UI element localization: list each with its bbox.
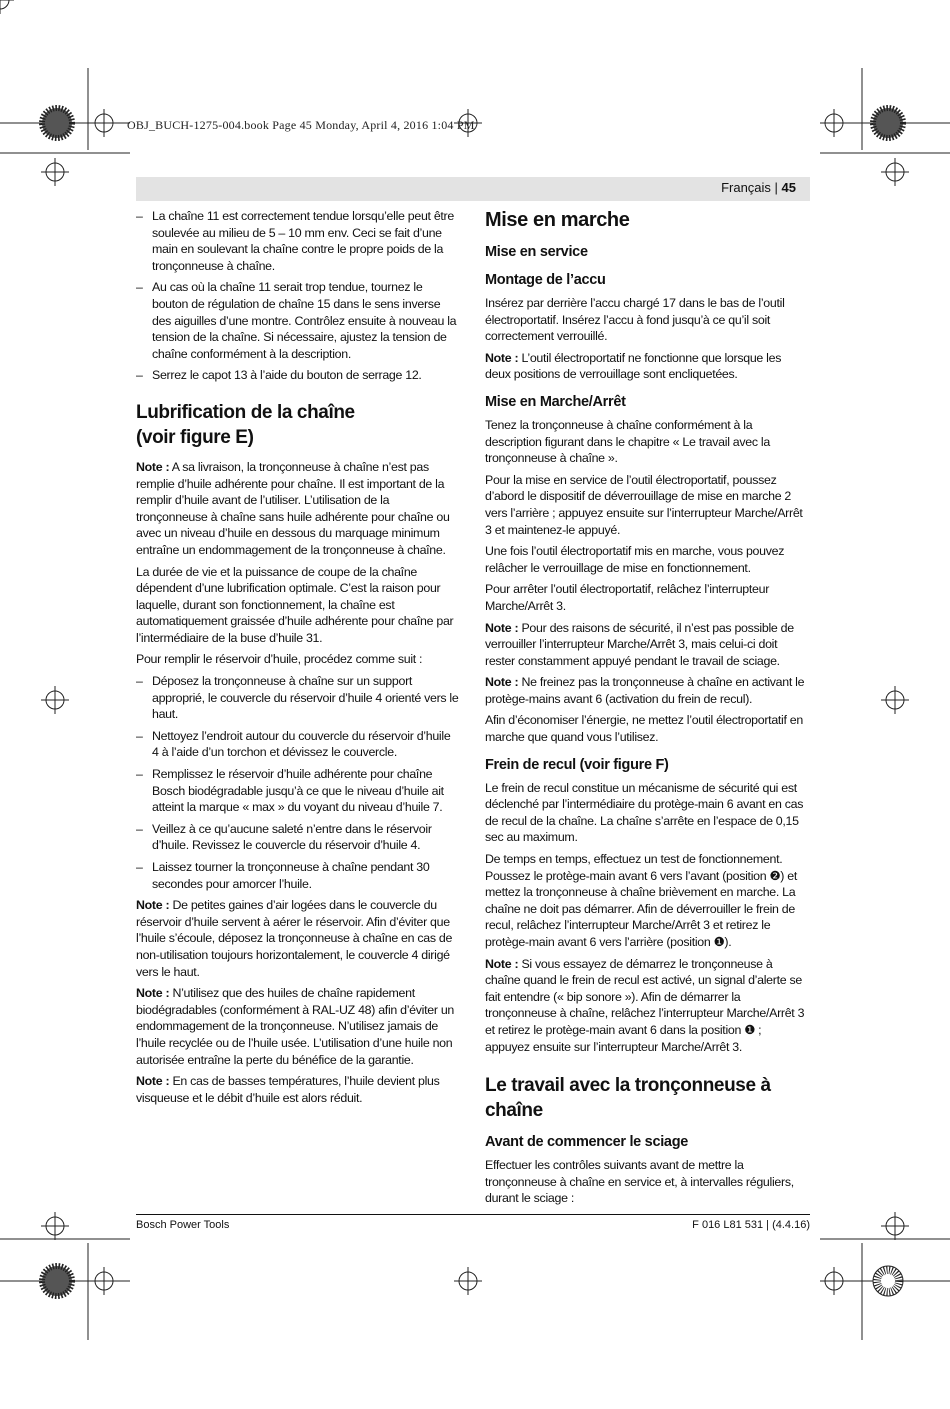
paragraph: Insérez par derrière l’accu chargé 17 dans le bas de l’outil électroportatif. Insérez l’accu à fond jusqu’à ce qu’il soit correctement verrouillé. [485, 296, 785, 344]
note-paragraph [485, 350, 808, 383]
note-lead: Note : [485, 675, 519, 690]
left-column [136, 208, 459, 1111]
paragraph: Une fois l’outil électroportatif mis en marche, vous pouvez relâcher le verrouillage de mise en fonctionnement. [485, 544, 785, 575]
paragraph: Tenez la tronçonneuse à chaîne conformément à la description figurant dans le chapitre « Le travail avec la tronçonneuse à chaîne ». [485, 417, 770, 466]
note-lead: Note : [485, 620, 519, 635]
footer-brand: Bosch Power Tools [136, 1219, 230, 1231]
note-lead: Note : [485, 956, 519, 971]
footer-doc-id: F 016 L81 531 | (4.4.16) [692, 1219, 810, 1231]
subsection-heading: Mise en Marche/Arrêt [485, 393, 626, 410]
note-paragraph [136, 1073, 459, 1106]
print-header: OBJ_BUCH-1275-004.book Page 45 Monday, April 4, 2016 1:04 PM [127, 118, 475, 132]
header-language: Français [721, 180, 771, 195]
footer-rule [136, 1214, 810, 1215]
paragraph: Pour remplir le réservoir d’huile, procédez comme suit : [136, 652, 423, 667]
note-paragraph [136, 897, 459, 980]
note-paragraph [136, 985, 459, 1068]
paragraph: Pour la mise en service de l’outil électroportatif, poussez d’abord le dispositif de déverrouillage de mise en marche 2 vers l’arrière ; appuyez ensuite sur l’interrupteur Marche/Arrêt 3 et maintenez-le appuyé. [485, 472, 803, 537]
section-heading [136, 400, 459, 450]
paragraph: Le frein de recul constitue un mécanisme de sécurité qui est déclenché par l’intermédiaire du protège-main 6 avant en cas de recul de la chaîne. La chaîne s’arrête en l’espace de 0,15 sec au maximum. [485, 780, 804, 845]
paragraph: Effectuer les contrôles suivants avant de mettre la tronçonneuse à chaîne en service et, à intervalles réguliers, durant le sciage : [485, 1158, 794, 1206]
list-item: – Serrez le capot 13 à l’aide du bouton de serrage 12. [136, 367, 459, 384]
note-paragraph [485, 674, 808, 707]
subsection-heading: Mise en service [485, 244, 588, 260]
list-item: – Laissez tourner la tronçonneuse à chaîne pendant 30 secondes pour amorcer l’huile. [136, 859, 459, 892]
subsection-heading: Avant de commencer le sciage [485, 1134, 689, 1151]
right-column [485, 208, 808, 1212]
list-item: – La chaîne 11 est correctement tendue lorsqu’elle peut être soulevée au milieu de 5 – 10 mm env. Ceci se fait d’une main en soulevant la chaîne contre le propre poids de la tronçonneuse à chaîne. [136, 208, 459, 274]
list-item: – Veillez à ce qu’aucune saleté n’entre dans le réservoir d’huile. Revissez le couvercle du réservoir d’huile 4. [136, 821, 459, 854]
list-item: – Nettoyez l’endroit autour du couvercle du réservoir d’huile 4 à l’aide d’un torchon et dévissez le couvercle. [136, 728, 459, 761]
section-heading: Le travail avec la tronçonneuse à chaîne [485, 1075, 771, 1122]
paragraph: Pour arrêter l’outil électroportatif, relâchez l’interrupteur Marche/Arrêt 3. [485, 582, 770, 613]
note-text: En cas de basses températures, l’huile devient plus visqueuse et le débit d’huile est alors réduit. [136, 1074, 440, 1105]
page-header-label [721, 180, 796, 195]
note-paragraph [485, 956, 808, 1056]
header-page-number: 45 [781, 180, 796, 195]
list-item: – Au cas où la chaîne 11 serait trop tendue, tournez le bouton de régulation de chaîne 15 dans le sens inverse des aiguilles d’une montre. Contrôlez ensuite à nouveau la tension de la chaîne. Si nécessaire, ajustez la tension de chaîne conformément à la description. [136, 279, 459, 362]
subsection-heading: Frein de recul (voir figure F) [485, 756, 669, 773]
list-item: – Déposez la tronçonneuse à chaîne sur un support approprié, le couvercle du réservoir d’huile 4 orienté vers le haut. [136, 673, 459, 723]
page-header-band [136, 177, 810, 201]
header-separator: | [770, 180, 782, 195]
note-lead: Note : [136, 459, 170, 474]
paragraph: Afin d’économiser l’énergie, ne mettez l’outil électroportatif en marche que quand vous l’utilisez. [485, 713, 803, 745]
note-text: Ne freinez pas la tronçonneuse à chaîne en activant le protège-mains avant 6 (activation du frein de recul). [485, 675, 805, 706]
heading-line: Lubrification de la chaîne [136, 401, 355, 423]
paragraph: La durée de vie et la puissance de coupe de la chaîne dépendent d’une lubrification optimale. C’est la raison pour laquelle, durant son fonctionnement, la chaîne est automatiquement graissée d’huile adhérente pour chaîne par l’intermédiaire de la buse d’huile 31. [136, 564, 454, 645]
heading-line: (voir figure E) [136, 426, 254, 448]
note-paragraph [485, 620, 808, 670]
note-lead: Note : [136, 898, 170, 913]
paragraph: De temps en temps, effectuez un test de fonctionnement. Poussez le protège-main avant 6 vers l’avant (position ❷) et mettez la tronçonneuse à chaîne brièvement en marche. La chaîne ne doit pas démarrer. Afin de déverrouiller le frein de recul, relâchez l’interrupteur Marche/Arrêt 3 et retirez le protège-main avant 6 vers l’arrière (position ❶). [485, 852, 797, 949]
note-text: L’outil électroportatif ne fonctionne que lorsque les deux positions de verrouillage sont encliquetées. [485, 350, 782, 382]
note-lead: Note : [136, 986, 170, 1001]
note-text: N’utilisez que des huiles de chaîne rapidement biodégradables (conformément à RAL-UZ 48) afin d’éviter un endommagement de la tronçonneuse. N’utilisez jamais de l’huile recyclée ou de l’huile usée. L’utilisation d’une huile non autorisée entraîne la perte du bénéfice de la garantie. [136, 986, 455, 1067]
note-lead: Note : [485, 350, 519, 365]
note-text: A sa livraison, la tronçonneuse à chaîne n’est pas remplie d’huile adhérente pour chaîne. Il est important de la remplir d’huile avant de l’utiliser. L’utilisation de la tronçonneuse à chaîne sans huile adhérente pour chaîne ou avec un niveau d’huile en dessous du marquage minimum entraîne un endommagement de la tronçonneuse à chaîne. [136, 459, 450, 557]
list-item: – Remplissez le réservoir d’huile adhérente pour chaîne Bosch biodégradable jusqu’à ce que le niveau d’huile ait atteint la marque « max » du voyant du niveau d’huile 7. [136, 766, 459, 816]
note-text: Pour des raisons de sécurité, il n’est pas possible de verrouiller l’interrupteur Marche/Arrêt 3, mais celui-ci doit rester constamment appuyé pendant le travail de sciage. [485, 620, 794, 668]
note-text: De petites gaines d’air logées dans le couvercle du réservoir d’huile servent à aérer le réservoir. Afin d’éviter que l’huile s’écoule, déposez la tronçonneuse à chaîne en cas de non-utilisation toujours horizontalement, le couvercle 4 dirigé vers le haut. [136, 898, 453, 979]
subsection-heading: Montage de l’accu [485, 272, 606, 288]
note-paragraph [136, 459, 459, 559]
section-heading: Mise en marche [485, 209, 630, 231]
note-lead: Note : [136, 1074, 170, 1089]
note-text: Si vous essayez de démarrez le tronçonneuse à chaîne quand le frein de recul est activé, un signal d’alerte se fait entendre (« bip sonore »). Afin de démarrer la tronçonneuse à chaîne, relâchez l’interrupteur Marche/Arrêt 3 et retirez le protège-main avant 6 dans la position ❶ ; appuyez ensuite sur l’interrupteur Marche/Arrêt 3. [485, 956, 805, 1054]
